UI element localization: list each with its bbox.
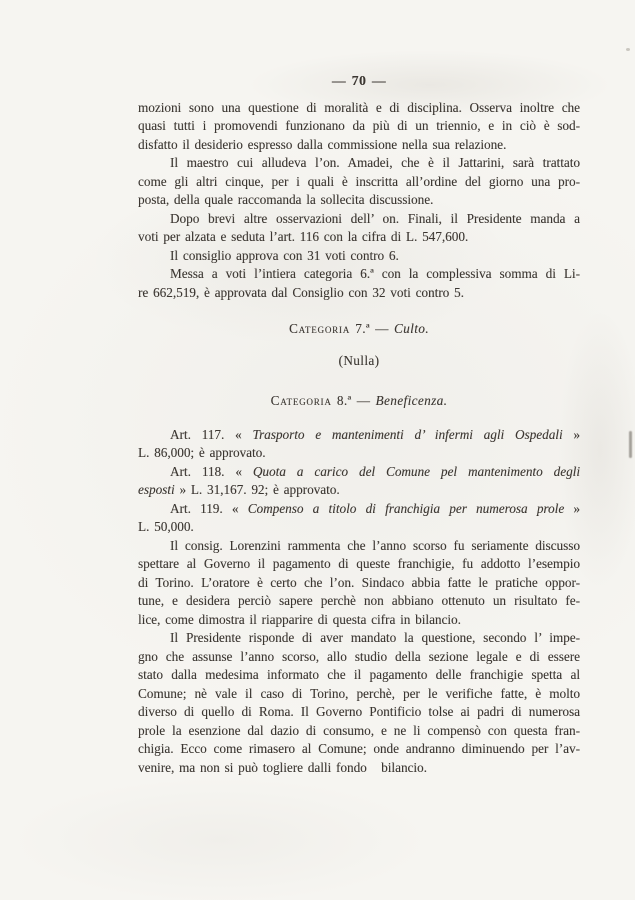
text-line [138, 629, 580, 648]
text-segment: Art. 119. « [170, 500, 248, 516]
text-segment: come gli altri cinque, per i quali è inscritta all’ordine del giorno una pro- [138, 173, 580, 189]
italic-text: Culto. [393, 321, 429, 336]
text-line [138, 463, 580, 482]
scan-artifact-line [629, 431, 632, 458]
text-segment: Il maestro cui alludeva l’on. Amadei, che è il Jattarini, sarà trattato [170, 155, 580, 170]
section-heading [138, 392, 580, 411]
text-segment: diverso di quello di Roma. Il Governo Pontificio tolse ai padri di numerosa [138, 704, 580, 719]
text-line [138, 426, 580, 445]
text-segment: posta, della quale raccomanda la sollecita discussione. [138, 192, 434, 207]
text-line [138, 284, 580, 303]
section-heading [138, 320, 580, 339]
text-segment: Il consig. Lorenzini rammenta che l’anno scorso fu seriamente discusso [170, 537, 580, 553]
text-segment: chigia. Ecco come rimasero al Comune; onde andranno diminuendo per l’av- [138, 741, 580, 756]
text-segment: Dopo brevi altre osservazioni dell’ on. Finali, il Presidente manda a [170, 210, 580, 226]
text-segment: mozioni sono una questione di moralità e di disciplina. Osserva inoltre che [138, 99, 580, 115]
text-segment: Il Presidente risponde di aver mandato la questione, secondo l’ impe- [170, 630, 580, 645]
text-line [138, 611, 580, 630]
text-segment: venire, ma non si può togliere dalli fondo bilancio. [138, 759, 427, 775]
italic-text: Compenso a titolo di franchigia per numerosa prole [247, 500, 565, 516]
text-segment: Art. 118. « [170, 463, 253, 479]
text-line [138, 648, 580, 667]
italic-text: esposti [138, 482, 175, 497]
text-line [138, 500, 580, 519]
section-heading [138, 352, 580, 371]
text-line [138, 740, 580, 759]
text-segment: 8.ª — [331, 393, 376, 408]
text-segment: tune, e desidera perciò sapere perchè non abbiano ottenuto un risultato fe- [138, 593, 580, 608]
text-segment: stato dalla medesima informato che il pagamento delle franchigie spetta al [138, 667, 580, 682]
text-segment: disfatto il desiderio espresso dalla commissione nella sua relazione. [138, 136, 507, 152]
text-line [138, 154, 580, 173]
italic-text: Trasporto e mantenimenti d’ infermi agli Ospedali [252, 426, 563, 442]
text-line [138, 722, 580, 741]
text-segment: Art. 117. « [170, 426, 253, 442]
text-line [138, 444, 580, 463]
text-segment: Il consiglio approva con 31 voti contro 6. [170, 247, 399, 263]
text-line [138, 247, 580, 266]
text-segment: » [562, 426, 581, 442]
text-line [138, 173, 580, 192]
text-segment: quasi tutti i promovendi funzionano da più di un triennio, e in ciò è sod- [138, 118, 580, 133]
text-segment: prole la esenzione dal dazio di consumo, e ne li compensò con questa fran- [138, 722, 580, 738]
italic-text: Beneficenza. [375, 393, 448, 408]
text-line [138, 265, 580, 284]
text-segment: voti per alzata e seduta l’art. 116 con la cifra di L. 547,600. [138, 229, 469, 244]
text-line [138, 228, 580, 247]
text-line [138, 666, 580, 685]
text-line [138, 191, 580, 210]
text-line [138, 574, 580, 593]
text-segment: » L. 31,167. 92; è approvato. [174, 482, 340, 497]
text-segment: spettare al Governo il pagamento di queste franchigie, fu addotto l’esempio [138, 556, 580, 571]
text-line [138, 555, 580, 574]
text-segment: Comune; nè vale il caso di Torino, perchè, per le verifiche fatte, è molto [138, 685, 580, 701]
text-segment: Messa a voti l’intiera categoria 6.ª con la complessiva somma di Li- [170, 266, 580, 281]
text-line [138, 210, 580, 229]
page-number: — 70 — [331, 73, 387, 88]
text-segment: L. 50,000. [138, 519, 194, 534]
text-line [138, 136, 580, 155]
text-line [138, 117, 580, 136]
text-segment: L. 86,000; è approvato. [138, 445, 266, 460]
text-line [138, 592, 580, 611]
smallcaps-text: Categoria [270, 393, 332, 408]
text-segment: (Nulla) [338, 352, 380, 368]
text-segment: » [564, 500, 580, 516]
italic-text: Quota a carico del Comune pel mantenimento degli [252, 463, 580, 479]
text-line [138, 518, 580, 537]
text-segment: re 662,519, è approvata dal Consiglio con 32 voti contro 5. [138, 284, 464, 300]
text-segment: 7.ª — [350, 321, 394, 336]
scan-artifact-speck [626, 48, 630, 51]
text-column [138, 72, 580, 777]
text-line [138, 703, 580, 722]
smallcaps-text: Categoria [289, 321, 351, 336]
text-line [138, 537, 580, 556]
text-line [138, 481, 580, 500]
text-line [138, 685, 580, 704]
text-line [138, 99, 580, 118]
text-segment: lice, come dimostra il riapparire di questa cifra in bilancio. [138, 611, 461, 627]
text-line [138, 759, 580, 778]
text-segment: di Torino. L’oratore è certo che l’on. Sindaco abbia fatte le pratiche oppor- [138, 574, 580, 590]
text-segment: gno che assunse l’anno scorso, allo studio della sezione legale e di essere [138, 648, 580, 664]
